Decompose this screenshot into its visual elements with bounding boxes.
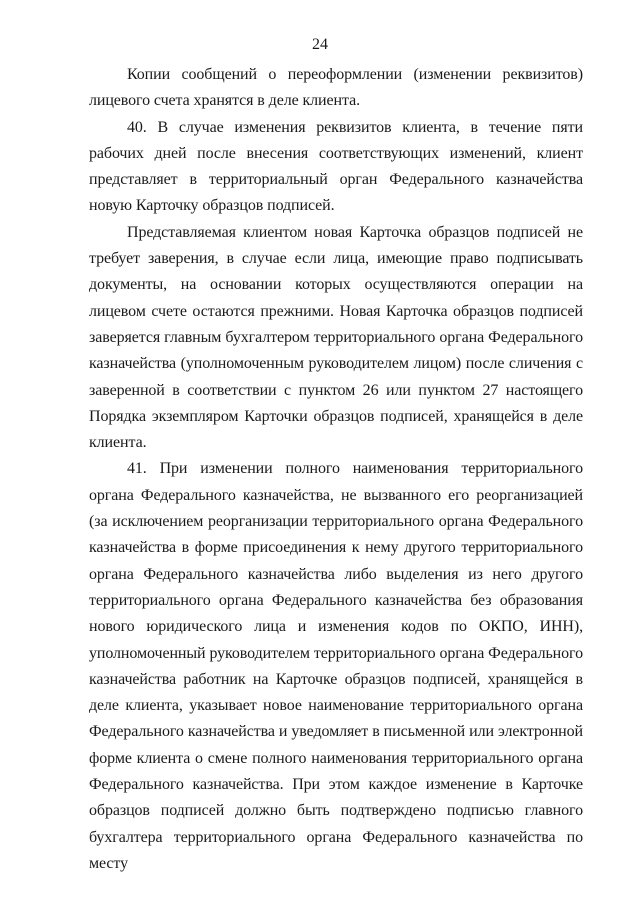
document-body <box>89 62 583 877</box>
paragraph-41: 41. При изменении полного наименования территориального органа Федерального казначейства, не вызванного его реорганизацией (за исключением реорганизации территориального органа Федерального казначейства в форме присоединения к нему другого территориального органа Федерального казначейства либо выделения из него другого территориального органа Федерального казначейства без образования нового юридического лица и изменения кодов по ОКПО, ИНН), уполномоченный руководителем территориального органа Федерального казначейства работник на Карточке образцов подписей, хранящейся в деле клиента, указывает новое наименование территориального органа Федерального казначейства и уведомляет в письменной или электронной форме клиента о смене полного наименования территориального органа Федерального казначейства. При этом каждое изменение в Карточке образцов подписей должно быть подтверждено подписью главного бухгалтера территориального органа Федерального казначейства по месту <box>89 460 583 872</box>
paragraph-40: 40. В случае изменения реквизитов клиента, в течение пяти рабочих дней после внесения соответствующих изменений, клиент представляет в территориальный орган Федерального казначейства новую Карточку образцов подписей. <box>89 118 583 215</box>
paragraph-copies-of-messages: Копии сообщений о переоформлении (изменении реквизитов) лицевого счета хранятся в деле клиента. <box>89 66 583 110</box>
page-number: 24 <box>312 36 328 53</box>
paragraph-new-signature-card: Представляемая клиентом новая Карточка образцов подписей не требует заверения, в случае если лица, имеющие право подписывать документы, на основании которых осуществляются операции на лицевом счете остаются прежними. Новая Карточка образцов подписей заверяется главным бухгалтером территориального органа Федерального казначейства (уполномоченным руководителем лицом) после сличения с заверенной в соответствии с пунктом 26 или пунктом 27 настоящего Порядка экземпляром Карточки образцов подписей, хранящейся в деле клиента. <box>89 223 583 452</box>
